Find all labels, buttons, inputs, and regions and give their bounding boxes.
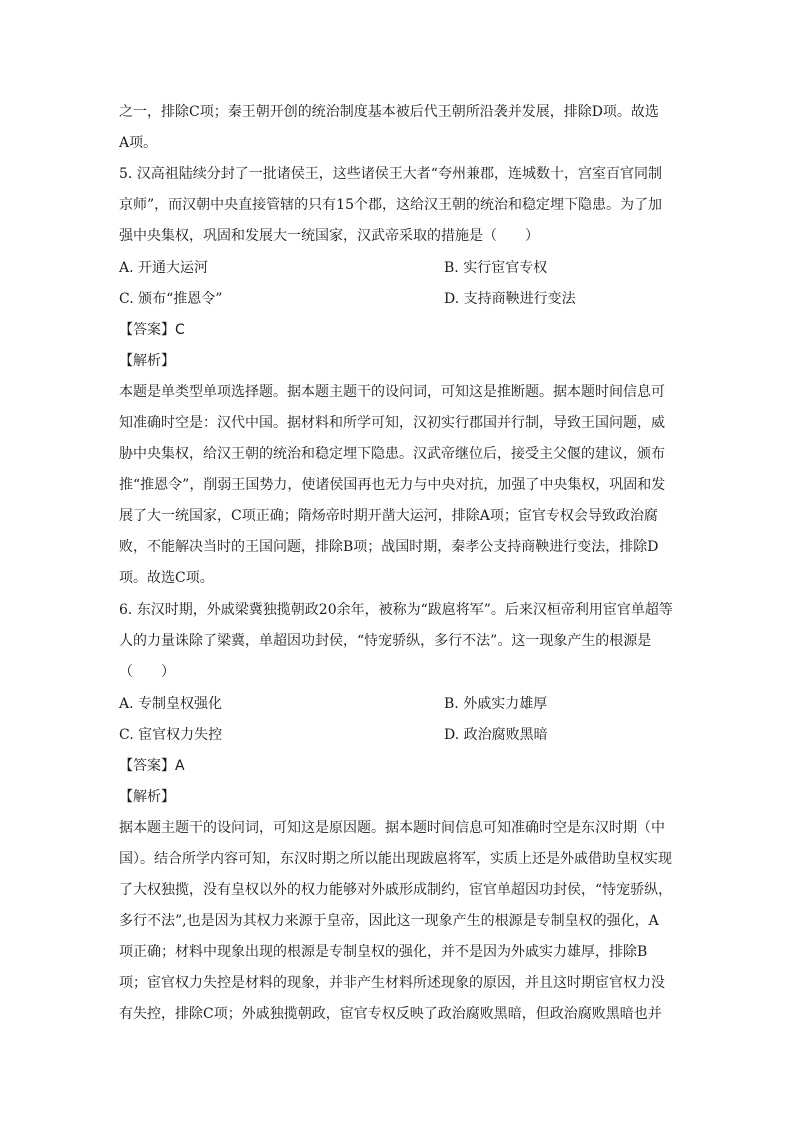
question-5-analysis-line: 胁中央集权，给汉王朝的统治和稳定埋下隐患。汉武帝继位后，接受主父偃的建议，颁布 xyxy=(119,446,665,462)
paragraph-line: 之一，排除C项；秦王朝开创的统治制度基本被后代王朝所沿袭并发展，排除D项。故选 xyxy=(119,104,659,120)
question-6-answer: 【答案】A xyxy=(119,758,185,774)
question-5-answer: 【答案】C xyxy=(119,322,185,338)
question-5-analysis-line: 知准确时空是：汉代中国。据材料和所学可知，汉初实行郡国并行制，导致王国问题，威 xyxy=(119,415,665,431)
question-6-stem-line: （ ） xyxy=(119,664,175,680)
paragraph-line: A项。 xyxy=(119,135,158,151)
question-5-option-a: A. 开通大运河 xyxy=(119,260,209,276)
question-5-option-c: C. 颁布“推恩令” xyxy=(119,291,223,307)
question-5-analysis-line: 展了大一统国家，C项正确；隋炀帝时期开凿大运河，排除A项；宦官专权会导致政治腐 xyxy=(119,508,658,524)
question-5-stem-line: 京师”，而汉朝中央直接管辖的只有15个郡，这给汉王朝的统治和稳定埋下隐患。为了加 xyxy=(119,197,662,213)
question-5-analysis-label: 【解析】 xyxy=(119,353,175,369)
question-6-analysis-line: 有失控，排除C项；外戚独揽朝政，宦官专权反映了政治腐败黑暗，但政治腐败黑暗也并 xyxy=(119,1006,662,1022)
question-6-analysis-line: 了大权独揽，没有皇权以外的权力能够对外戚形成制约，宦官单超因功封侯，“恃宠骄纵， xyxy=(119,882,673,898)
question-6-stem-line: 人的力量诛除了梁冀，单超因功封侯，“恃宠骄纵，多行不法”。这一现象产生的根源是 xyxy=(119,633,652,649)
question-5-analysis-line: 推“推恩令”，削弱王国势力，使诸侯国再也无力与中央对抗，加强了中央集权，巩固和发 xyxy=(119,477,666,493)
question-5-analysis-line: 败，不能解决当时的王国问题，排除B项；战国时期，秦孝公支持商鞅进行变法，排除D xyxy=(119,539,659,555)
question-6-analysis-line: 多行不法”,也是因为其权力来源于皇帝，因此这一现象产生的根源是专制皇权的强化，A xyxy=(119,913,659,929)
question-6-stem-line: 6. 东汉时期，外戚梁冀独揽朝政20余年，被称为“跋扈将军”。后来汉桓帝利用宦官单超等 xyxy=(119,602,673,618)
question-5-option-b: B. 实行宦官专权 xyxy=(444,260,548,276)
question-6-option-b: B. 外戚实力雄厚 xyxy=(444,696,548,712)
question-6-option-a: A. 专制皇权强化 xyxy=(119,696,223,712)
question-5-analysis-line: 项。故选C项。 xyxy=(119,570,214,586)
question-6-option-c: C. 宦官权力失控 xyxy=(119,727,223,743)
question-6-analysis-line: 国）。结合所学内容可知，东汉时期之所以能出现跋扈将军，实质上还是外戚借助皇权实现 xyxy=(119,851,672,867)
question-6-analysis-line: 据本题主题干的设问词，可知这是原因题。据本题时间信息可知准确时空是东汉时期（中 xyxy=(119,820,665,836)
question-6-analysis-label: 【解析】 xyxy=(119,789,175,805)
question-6-analysis-line: 项正确；材料中现象出现的根源是专制皇权的强化，并不是因为外戚实力雄厚，排除B xyxy=(119,944,648,960)
question-5-option-d: D. 支持商鞅进行变法 xyxy=(444,291,576,307)
question-5-analysis-line: 本题是单类型单项选择题。据本题主题干的设问词，可知这是推断题。据本题时间信息可 xyxy=(119,384,665,400)
question-5-stem-line: 5. 汉高祖陆续分封了一批诸侯王，这些诸侯王大者“夸州兼郡，连城数十，宫室百官同制 xyxy=(119,166,662,182)
question-5-stem-line: 强中央集权，巩固和发展大一统国家，汉武帝采取的措施是（ ） xyxy=(119,228,539,244)
question-6-analysis-line: 项；宦官权力失控是材料的现象，并非产生材料所述现象的原因，并且这时期宦官权力没 xyxy=(119,975,665,991)
question-6-option-d: D. 政治腐败黑暗 xyxy=(444,727,548,743)
